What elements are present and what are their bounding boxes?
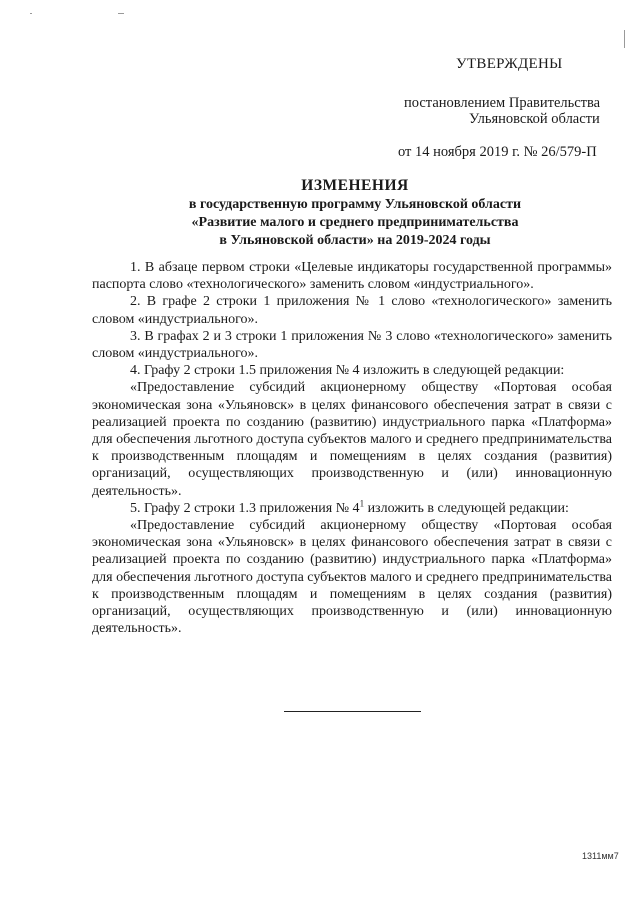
approved-label: УТВЕРЖДЕНЫ bbox=[456, 56, 563, 72]
heading-line-3: в Ульяновской области» на 2019-2024 годы bbox=[219, 233, 491, 248]
paragraph-4-quote: «Предоставление субсидий акционерному обществу «Портовая особая экономическая зона «Ульяновск» в целях финансового обеспечения затрат в связи с реализацией проекта по созданию (развитию) индустриального парка «Платформа» для обеспечения льготного доступа субъектов малого и среднего предпринимательства к производственным площадям и помещениям в целях создания (развития) организаций, осуществляющих производственную и (или) инновационную деятельность». bbox=[92, 380, 612, 499]
scan-artifact bbox=[624, 30, 625, 48]
paragraph-2: 2. В графе 2 строки 1 приложения № 1 слово «технологического» заменить словом «индустриального». bbox=[92, 294, 612, 327]
decree-line-1: постановлением Правительства bbox=[404, 95, 601, 111]
paragraph-5 bbox=[92, 500, 612, 517]
closing-divider bbox=[284, 711, 421, 712]
paragraph-5-quote: «Предоставление субсидий акционерному обществу «Портовая особая экономическая зона «Ульяновск» в целях финансового обеспечения затрат в связи с реализацией проекта по созданию (развитию) индустриального парка «Платформа» для обеспечения льготного доступа субъектов малого и среднего предпринимательства к производственным площадям и помещениям в целях создания (развития) организаций, осуществляющих производственную и (или) инновационную деятельность». bbox=[92, 518, 612, 637]
paragraph-1: 1. В абзаце первом строки «Целевые индикаторы государственной программы» паспорта слово «технологического» заменить словом «индустриального». bbox=[92, 260, 612, 293]
decree-date: от 14 ноября 2019 г. № 26/579-П bbox=[398, 144, 597, 160]
paragraph-3: 3. В графах 2 и 3 строки 1 приложения № 3 слово «технологического» заменить словом «индустриального». bbox=[92, 328, 612, 362]
document-heading bbox=[0, 176, 640, 250]
document-body bbox=[92, 259, 612, 637]
paragraph-4: 4. Графу 2 строки 1.5 приложения № 4 изложить в следующей редакции: bbox=[130, 363, 565, 379]
paragraph-5-end: изложить в следующей редакции: bbox=[364, 500, 569, 516]
scan-artifact bbox=[30, 13, 32, 14]
heading-title: ИЗМЕНЕНИЯ bbox=[301, 177, 409, 194]
heading-line-2: «Развитие малого и среднего предпринимательства bbox=[191, 215, 519, 230]
paragraph-5-start: 5. Графу 2 строки 1.3 приложения № 4 bbox=[130, 500, 360, 516]
decree-line-2: Ульяновской области bbox=[469, 111, 600, 127]
heading-line-1: в государственную программу Ульяновской области bbox=[188, 197, 522, 212]
paragraph-5-superscript: 1 bbox=[359, 498, 365, 509]
scan-artifact bbox=[118, 13, 124, 14]
footer-code: 1311мм7 bbox=[582, 851, 619, 861]
